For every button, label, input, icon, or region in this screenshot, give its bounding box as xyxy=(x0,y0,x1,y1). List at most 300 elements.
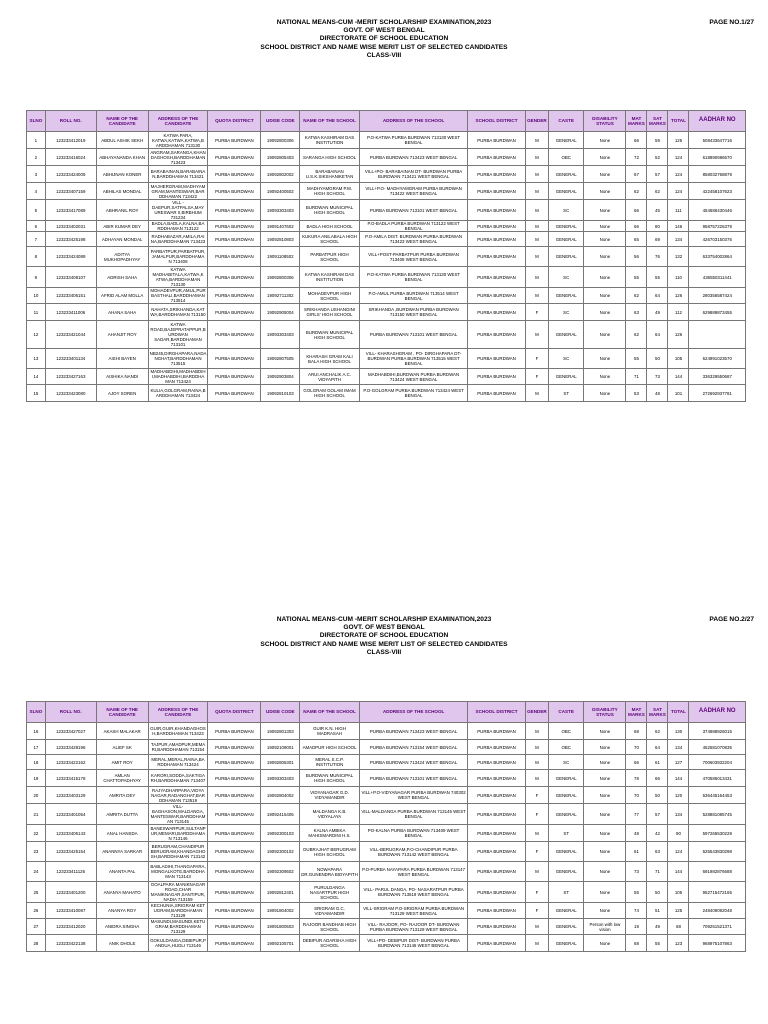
school-address-cell: P.O-BADLA PURBA BURDWAN 713122 WEST BENGAL xyxy=(359,221,467,232)
sat-marks-cell: 50 xyxy=(647,882,668,903)
slno-cell: 17 xyxy=(27,740,46,755)
school-district-cell: PURBA BURDWAN xyxy=(468,321,526,349)
total-cell: 146 xyxy=(668,221,689,232)
disability-cell: None xyxy=(584,723,626,740)
roll-no-cell: 123233425198 xyxy=(45,232,96,247)
aadhar-cell: 691982876688 xyxy=(689,862,746,882)
school-name-cell: DEBIPUR ADARSHA HIGH SCHOOL xyxy=(300,935,360,952)
quota-district-cell: PURBA BURDWAN xyxy=(208,770,261,787)
total-cell: 123 xyxy=(668,935,689,952)
slno-cell: 16 xyxy=(27,723,46,740)
aadhar-cell: 374988926015 xyxy=(689,723,746,740)
school-name-cell: RAJOOR BANDHAB HIGH SCHOOL xyxy=(300,919,360,935)
total-cell: 134 xyxy=(668,232,689,247)
total-cell: 90 xyxy=(668,825,689,842)
candidate-address-cell: BARABAINAN,BARABAINA N,BARDDHAMAN 713421 xyxy=(148,166,208,183)
caste-cell: GENERAL xyxy=(549,221,584,232)
gender-cell: F xyxy=(525,882,548,903)
caste-cell: OBC xyxy=(549,149,584,166)
sat-marks-cell: 76 xyxy=(647,247,668,267)
candidate-name-cell: ABIR KUMAR DEY xyxy=(96,221,148,232)
column-header-address: ADDRESS OF THE CANDIDATE xyxy=(148,702,208,723)
sat-marks-cell: 57 xyxy=(647,804,668,825)
candidate-address-cell: MERAL,MERAL,RAINA,BA RDDHAMAN 713424 xyxy=(148,755,208,770)
udise-code-cell: 19092400502 xyxy=(261,183,300,200)
sat-marks-cell: 48 xyxy=(647,385,668,402)
roll-no-cell: 123233403129 xyxy=(45,787,96,804)
total-cell: 68 xyxy=(668,919,689,935)
total-cell: 105 xyxy=(668,882,689,903)
school-address-cell: P.O-PURBA NAYAPARA PURBA BURDWAN 713147 WEST BENGAL xyxy=(359,862,467,882)
roll-no-cell: 123233422138 xyxy=(45,935,96,952)
sat-marks-cell: 55 xyxy=(647,935,668,952)
table-row xyxy=(27,183,746,200)
slno-cell: 20 xyxy=(27,787,46,804)
candidate-name-cell: ADITYA MUKHOPADHYAY xyxy=(96,247,148,267)
mat-marks-cell: 62 xyxy=(626,183,647,200)
udise-code-cell: 19091800503 xyxy=(261,919,300,935)
disability-cell: None xyxy=(584,321,626,349)
column-header-sat: SAT MARKS xyxy=(647,702,668,723)
total-cell: 124 xyxy=(668,842,689,862)
candidate-name-cell: AISHI BAYEN xyxy=(96,349,148,369)
aadhar-cell: 508433647716 xyxy=(689,132,746,149)
roll-no-cell: 123233407159 xyxy=(45,183,96,200)
roll-no-cell: 123233410087 xyxy=(45,903,96,919)
column-header-school_name: NAME OF THE SCHOOL xyxy=(300,111,360,132)
disability-cell: None xyxy=(584,166,626,183)
quota-district-cell: PURBA BURDWAN xyxy=(208,166,261,183)
udise-code-cell: 19092800306 xyxy=(261,267,300,288)
quota-district-cell: PURBA BURDWAN xyxy=(208,304,261,321)
caste-cell: GENERAL xyxy=(549,183,584,200)
table-row xyxy=(27,166,746,183)
column-header-quota: QUOTA DISTRICT xyxy=(208,111,261,132)
roll-no-cell: 123233423080 xyxy=(45,385,96,402)
table-row xyxy=(27,804,746,825)
column-header-disability: DISABILITY STATUS xyxy=(584,702,626,723)
school-name-cell: NOWAPARA DR.GUNENDRA BIDYAPITH xyxy=(300,862,360,882)
candidate-address-cell: MASUNDI,MASUNDI,KETU GRAM,BARDDHAMAN 713129 xyxy=(148,919,208,935)
quota-district-cell: PURBA BURDWAN xyxy=(208,267,261,288)
candidate-name-cell: ADRISH SAHA xyxy=(96,267,148,288)
disability-cell: None xyxy=(584,132,626,149)
page-1 xyxy=(0,0,768,495)
mat-marks-cell: 66 xyxy=(626,132,647,149)
aadhar-cell: 968975107863 xyxy=(689,935,746,952)
column-header-caste: CASTE xyxy=(549,702,584,723)
merit-table xyxy=(26,110,746,402)
school-district-cell: PURBA BURDWAN xyxy=(468,825,526,842)
school-district-cell: PURBA BURDWAN xyxy=(468,723,526,740)
aadhar-cell: 248409092048 xyxy=(689,903,746,919)
mat-marks-cell: 48 xyxy=(626,825,647,842)
mat-marks-cell: 66 xyxy=(626,755,647,770)
gender-cell: F xyxy=(525,842,548,862)
slno-cell: 4 xyxy=(27,183,46,200)
udise-code-cell: 19092711302 xyxy=(261,288,300,304)
aadhar-cell: 336329550687 xyxy=(689,369,746,385)
school-district-cell: PURBA BURDWAN xyxy=(468,149,526,166)
school-name-cell: MERAL S.C.P. INSTITUTION xyxy=(300,755,360,770)
gender-cell: M xyxy=(525,267,548,288)
school-address-cell: PURBA BURDWAN 713423 WEST BENGAL xyxy=(359,149,467,166)
school-district-cell: PURBA BURDWAN xyxy=(468,385,526,402)
roll-no-cell: 123233402031 xyxy=(45,221,96,232)
caste-cell: SC xyxy=(549,304,584,321)
roll-no-cell: 123233406151 xyxy=(45,288,96,304)
total-cell: 110 xyxy=(668,267,689,288)
candidate-name-cell: ANIDRA SINGHA xyxy=(96,919,148,935)
school-name-cell: BADLA HIGH SCHOOL xyxy=(300,221,360,232)
table-row xyxy=(27,903,746,919)
school-district-cell: PURBA BURDWAN xyxy=(468,862,526,882)
slno-cell: 3 xyxy=(27,166,46,183)
table-row xyxy=(27,267,746,288)
school-address-cell: PURBA BURDWAN 713101 WEST BENGAL xyxy=(359,321,467,349)
roll-no-cell: 123233412019 xyxy=(45,132,96,149)
candidate-address-cell: NB245,DIRGHAPARA,NADA NGHAT,BARDDHAMAN 713515 xyxy=(148,349,208,369)
quota-district-cell: PURBA BURDWAN xyxy=(208,349,261,369)
gender-cell: M xyxy=(525,183,548,200)
title-line: GOVT. OF WEST BENGAL xyxy=(343,624,425,632)
disability-cell: None xyxy=(584,882,626,903)
candidate-name-cell: ABHIJNAN KONER xyxy=(96,166,148,183)
mat-marks-cell: 68 xyxy=(626,723,647,740)
school-name-cell: PURULDANGA NASARTPUR HIGH SCHOOL xyxy=(300,882,360,903)
column-header-caste: CASTE xyxy=(549,111,584,132)
school-name-cell: MALDANGA K.B. VIDYALAYA xyxy=(300,804,360,825)
column-header-roll: ROLL NO. xyxy=(45,111,96,132)
disability-cell: None xyxy=(584,842,626,862)
aadhar-cell: 426703150376 xyxy=(689,232,746,247)
total-cell: 132 xyxy=(668,247,689,267)
roll-no-cell: 123233425154 xyxy=(45,842,96,862)
title-line: DIRECTORATE OF SCHOOL EDUCATION xyxy=(319,35,449,43)
mat-marks-cell: 74 xyxy=(626,903,647,919)
mat-marks-cell: 53 xyxy=(626,385,647,402)
aadhar-cell: 272692937781 xyxy=(689,385,746,402)
column-header-mat: MAT MARKS xyxy=(626,702,647,723)
aadhar-cell: 952715472165 xyxy=(689,882,746,903)
aadhar-cell: 633754002864 xyxy=(689,247,746,267)
mat-marks-cell: 71 xyxy=(626,369,647,385)
column-header-name: NAME OF THE CANDIDATE xyxy=(96,111,148,132)
roll-no-cell: 123233424089 xyxy=(45,247,96,267)
quota-district-cell: PURBA BURDWAN xyxy=(208,247,261,267)
column-header-disability: DISABILITY STATUS xyxy=(584,111,626,132)
school-address-cell: P.O-AMUL PURBA BURDWAN 713514 WEST BENGAL xyxy=(359,288,467,304)
sat-marks-cell: 51 xyxy=(647,903,668,919)
quota-district-cell: PURBA BURDWAN xyxy=(208,200,261,221)
sat-marks-cell: 52 xyxy=(647,149,668,166)
sat-marks-cell: 45 xyxy=(647,200,668,221)
candidate-name-cell: ADHAYAN MONDAL xyxy=(96,232,148,247)
roll-no-cell: 123233405143 xyxy=(45,825,96,842)
roll-no-cell: 123233411126 xyxy=(45,862,96,882)
school-name-cell: GOLGRAM GOLAM IMAM HIGH SCHOOL xyxy=(300,385,360,402)
school-address-cell: VILL-MALDANGA PURBA BURDWAN 713145 WEST BENGAL xyxy=(359,804,467,825)
column-header-gender: GENDER xyxy=(525,111,548,132)
gender-cell: F xyxy=(525,903,548,919)
table-row xyxy=(27,232,746,247)
sat-marks-cell: 42 xyxy=(647,825,668,842)
caste-cell: GENERAL xyxy=(549,935,584,952)
mat-marks-cell: 61 xyxy=(626,842,647,862)
candidate-address-cell: PARBATPUR,PARBATPUR, JAMALPUR,BARDDHAMA N 713408 xyxy=(148,247,208,267)
aadhar-cell: 636445164453 xyxy=(689,787,746,804)
table-row xyxy=(27,755,746,770)
disability-cell: None xyxy=(584,385,626,402)
total-cell: 124 xyxy=(668,183,689,200)
caste-cell: GENERAL xyxy=(549,919,584,935)
table-row xyxy=(27,842,746,862)
candidate-address-cell: KARORI,SODDA,SAKTIGA RH,BARDDHAMAN 713407 xyxy=(148,770,208,787)
caste-cell: GENERAL xyxy=(549,770,584,787)
title-line: NATIONAL MEANS-CUM -MERIT SCHOLARSHIP EXAMINATION,2023 xyxy=(276,616,492,623)
slno-cell: 28 xyxy=(27,935,46,952)
school-name-cell: SRIGRAM G.C. VIDYAMANDIR xyxy=(300,903,360,919)
slno-cell: 2 xyxy=(27,149,46,166)
caste-cell: SC xyxy=(549,755,584,770)
quota-district-cell: PURBA BURDWAN xyxy=(208,321,261,349)
disability-cell: None xyxy=(584,267,626,288)
gender-cell: F xyxy=(525,804,548,825)
school-address-cell: PURBA BURDWAN 713101 WEST BENGAL xyxy=(359,770,467,787)
disability-cell: None xyxy=(584,369,626,385)
aadhar-cell xyxy=(689,321,746,349)
quota-district-cell: PURBA BURDWAN xyxy=(208,787,261,804)
udise-code-cell: 19092415405 xyxy=(261,804,300,825)
disability-cell: None xyxy=(584,770,626,787)
title-line: SCHOOL DISTRICT AND NAME WISE MERIT LIST OF SELECTED CANDIDATES xyxy=(260,43,508,51)
candidate-name-cell: AMIT ROY xyxy=(96,755,148,770)
candidate-address-cell: NAHATA,SRIKHANDA,KAT WA,BARDDHAMAN 713150 xyxy=(148,304,208,321)
candidate-name-cell: AJOY SOREN xyxy=(96,385,148,402)
column-header-school_district: SCHOOL DISTRICT xyxy=(468,111,526,132)
table-row xyxy=(27,321,746,349)
candidate-address-cell: BADLA,BADLA,KALNA,BA RDDHAMAN 713122 xyxy=(148,221,208,232)
disability-cell: None xyxy=(584,903,626,919)
document-header xyxy=(0,616,768,657)
column-header-school_address: ADDRESS OF THE SCHOOL xyxy=(359,111,467,132)
school-name-cell: BARABAINAN U.S.K.SIKSHANIKETAN xyxy=(300,166,360,183)
table-row xyxy=(27,288,746,304)
column-header-aadhar: AADHAR NO xyxy=(689,702,746,723)
quota-district-cell: PURBA BURDWAN xyxy=(208,935,261,952)
aadhar-cell: 624991023570 xyxy=(689,349,746,369)
school-name-cell: MOHADEVPUR HIGH SCHOOL xyxy=(300,288,360,304)
slno-cell: 18 xyxy=(27,755,46,770)
total-cell: 127 xyxy=(668,755,689,770)
column-header-total: TOTAL xyxy=(668,111,689,132)
school-address-cell: VILL+PO- BARABAINAN DT- BURDWAN PURBA BURDWAN 713421 WEST BENGAL xyxy=(359,166,467,183)
school-address-cell: P.O-KATWA PURBA BURDWAN 713130 WEST BENGAL xyxy=(359,267,467,288)
school-address-cell: PURBA BURDWAN 713423 WEST BENGAL xyxy=(359,723,467,740)
mat-marks-cell: 55 xyxy=(626,882,647,903)
candidate-name-cell: ANIK DHOLE xyxy=(96,935,148,952)
slno-cell: 12 xyxy=(27,321,46,349)
mat-marks-cell: 62 xyxy=(626,321,647,349)
school-name-cell: KUKURA ANILABALA HIGH SCHOOL xyxy=(300,232,360,247)
school-address-cell: PURBA BURDWAN 713154 WEST BENGAL xyxy=(359,740,467,755)
table-row xyxy=(27,349,746,369)
udise-code-cell: 19092300102 xyxy=(261,842,300,862)
school-name-cell: KATWA KASHIRAM DAS INSTITUTION xyxy=(300,132,360,149)
school-name-cell: AMADPUR HIGH SCHOOL xyxy=(300,740,360,755)
school-address-cell: VILL+PO- DEBIPUR DIST- BURDWAN PURBA BURDWAN 713146 WEST BENGAL xyxy=(359,935,467,952)
disability-cell: None xyxy=(584,935,626,952)
gender-cell: M xyxy=(525,919,548,935)
table-row xyxy=(27,723,746,740)
gender-cell: M xyxy=(525,149,548,166)
caste-cell: GENERAL xyxy=(549,247,584,267)
gender-cell: M xyxy=(525,232,548,247)
caste-cell: SC xyxy=(549,349,584,369)
school-name-cell: ARUI ANCHALIK A.C. VIDYAPITH xyxy=(300,369,360,385)
sat-marks-cell: 59 xyxy=(647,132,668,149)
column-header-slno: SLNO xyxy=(27,702,46,723)
table-row xyxy=(27,221,746,232)
column-header-school_name: NAME OF THE SCHOOL xyxy=(300,702,360,723)
school-district-cell: PURBA BURDWAN xyxy=(468,804,526,825)
column-header-total: TOTAL xyxy=(668,702,689,723)
table-row xyxy=(27,919,746,935)
school-address-cell: VILL+P.O- MADHYAMGRAM PURBA BURDWAN 713422 WEST BENGAL xyxy=(359,183,467,200)
sat-marks-cell: 64 xyxy=(647,288,668,304)
udise-code-cell: 19093303403 xyxy=(261,200,300,221)
candidate-address-cell: KULIA,GOLGRAM,RAINA,B ARDDHAMAN 713424 xyxy=(148,385,208,402)
school-address-cell: VILL+POST-PARBATPUR PURBA BURDWAN 713408 WEST BENGAL xyxy=(359,247,467,267)
candidate-name-cell: ANANYA MAHATO xyxy=(96,882,148,903)
gender-cell: M xyxy=(525,723,548,740)
roll-no-cell: 123233401134 xyxy=(45,349,96,369)
school-name-cell: BURDWAN MUNICIPAL HIGH SCHOOL xyxy=(300,770,360,787)
quota-district-cell: PURBA BURDWAN xyxy=(208,385,261,402)
candidate-name-cell: AHANA SAHA xyxy=(96,304,148,321)
disability-cell: None xyxy=(584,825,626,842)
table-row xyxy=(27,369,746,385)
candidate-name-cell: AHANJIT ROY xyxy=(96,321,148,349)
udise-code-cell: 19092300103 xyxy=(261,825,300,842)
column-header-slno: SLNO xyxy=(27,111,46,132)
table-row xyxy=(27,132,746,149)
table-row xyxy=(27,247,746,267)
sat-marks-cell: 62 xyxy=(647,183,668,200)
gender-cell: M xyxy=(525,200,548,221)
table-row xyxy=(27,770,746,787)
disability-cell: None xyxy=(584,304,626,321)
school-district-cell: PURBA BURDWAN xyxy=(468,935,526,952)
school-address-cell: SRIKHANDA ,BURDWAN PURBA BURDWAN 713150 WEST BENGAL xyxy=(359,304,467,321)
gender-cell: M xyxy=(525,321,548,349)
caste-cell: GENERAL xyxy=(549,842,584,862)
caste-cell: GENERAL xyxy=(549,787,584,804)
sat-marks-cell: 73 xyxy=(647,369,668,385)
school-district-cell: PURBA BURDWAN xyxy=(468,740,526,755)
mat-marks-cell: 77 xyxy=(626,804,647,825)
roll-no-cell: 123233401054 xyxy=(45,804,96,825)
candidate-name-cell: ANAL HANSDA xyxy=(96,825,148,842)
total-cell: 101 xyxy=(668,385,689,402)
mat-marks-cell: 19 xyxy=(626,919,647,935)
slno-cell: 15 xyxy=(27,385,46,402)
disability-cell: None xyxy=(584,349,626,369)
candidate-address-cell: MADHABDIHI,MADHABDIH I,MADHABDIHI,BARDDHA MAN 713424 xyxy=(148,369,208,385)
school-district-cell: PURBA BURDWAN xyxy=(468,349,526,369)
roll-no-cell: 123233421044 xyxy=(45,321,96,349)
disability-cell: None xyxy=(584,288,626,304)
udise-code-cell: 19092810103 xyxy=(261,385,300,402)
quota-district-cell: PURBA BURDWAN xyxy=(208,919,261,935)
gender-cell: M xyxy=(525,221,548,232)
mat-marks-cell: 62 xyxy=(626,288,647,304)
caste-cell: ST xyxy=(549,385,584,402)
caste-cell: GENERAL xyxy=(549,132,584,149)
candidate-name-cell: AMLAN CHATTOPADHYAY xyxy=(96,770,148,787)
mat-marks-cell: 70 xyxy=(626,740,647,755)
roll-no-cell: 123233408107 xyxy=(45,267,96,288)
mat-marks-cell: 55 xyxy=(626,349,647,369)
sat-marks-cell: 69 xyxy=(647,232,668,247)
sat-marks-cell: 80 xyxy=(647,221,668,232)
disability-cell: None xyxy=(584,247,626,267)
sat-marks-cell: 61 xyxy=(647,755,668,770)
udise-code-cell: 19092805301 xyxy=(261,755,300,770)
aadhar-cell: 858032768879 xyxy=(689,166,746,183)
total-cell: 124 xyxy=(668,149,689,166)
document-header xyxy=(0,19,768,60)
school-name-cell: MADHYAMGRAM P.M. HIGH SCHOOL xyxy=(300,183,360,200)
aadhar-cell: 436550311441 xyxy=(689,267,746,288)
total-cell: 105 xyxy=(668,349,689,369)
roll-no-cell: 123233422162 xyxy=(45,755,96,770)
udise-code-cell: 19092812401 xyxy=(261,882,300,903)
aadhar-cell: 454686430446 xyxy=(689,200,746,221)
caste-cell: GENERAL xyxy=(549,232,584,247)
school-district-cell: PURBA BURDWAN xyxy=(468,755,526,770)
gender-cell: F xyxy=(525,304,548,321)
slno-cell: 19 xyxy=(27,770,46,787)
school-name-cell: BURDWAN MUNICIPAL HIGH SCHOOL xyxy=(300,200,360,221)
udise-code-cell: 19092810803 xyxy=(261,232,300,247)
slno-cell: 7 xyxy=(27,232,46,247)
candidate-name-cell: ALIEF SK xyxy=(96,740,148,755)
slno-cell: 14 xyxy=(27,369,46,385)
candidate-name-cell: AFRID ALAM MOLLA xyxy=(96,288,148,304)
candidate-address-cell: BABLADIHI,THANGAPARA, MONGALKOTE,BARDDHA MAN 713143 xyxy=(148,862,208,882)
candidate-name-cell: ANANYA ROY xyxy=(96,903,148,919)
caste-cell: ST xyxy=(549,825,584,842)
table-row xyxy=(27,935,746,952)
school-district-cell: PURBA BURDWAN xyxy=(468,183,526,200)
disability-cell: None xyxy=(584,804,626,825)
slno-cell: 22 xyxy=(27,825,46,842)
disability-cell: None xyxy=(584,200,626,221)
column-header-name: NAME OF THE CANDIDATE xyxy=(96,702,148,723)
candidate-name-cell: ABHILAS MONDAL xyxy=(96,183,148,200)
gender-cell: F xyxy=(525,349,548,369)
slno-cell: 6 xyxy=(27,221,46,232)
gender-cell: M xyxy=(525,740,548,755)
candidate-address-cell: TAJPUR,AMADPUR,MEMA RI,BARDDHAMAN 713154 xyxy=(148,740,208,755)
school-address-cell: PURBA BURDWAN 713424 WEST BENGAL xyxy=(359,755,467,770)
quota-district-cell: PURBA BURDWAN xyxy=(208,132,261,149)
mat-marks-cell: 66 xyxy=(626,221,647,232)
udise-code-cell: 19091108502 xyxy=(261,247,300,267)
mat-marks-cell: 66 xyxy=(626,200,647,221)
candidate-address-cell: GUIR,GUIR,KHANDAGHOS H,BARDDHAMAN 713423 xyxy=(148,723,208,740)
